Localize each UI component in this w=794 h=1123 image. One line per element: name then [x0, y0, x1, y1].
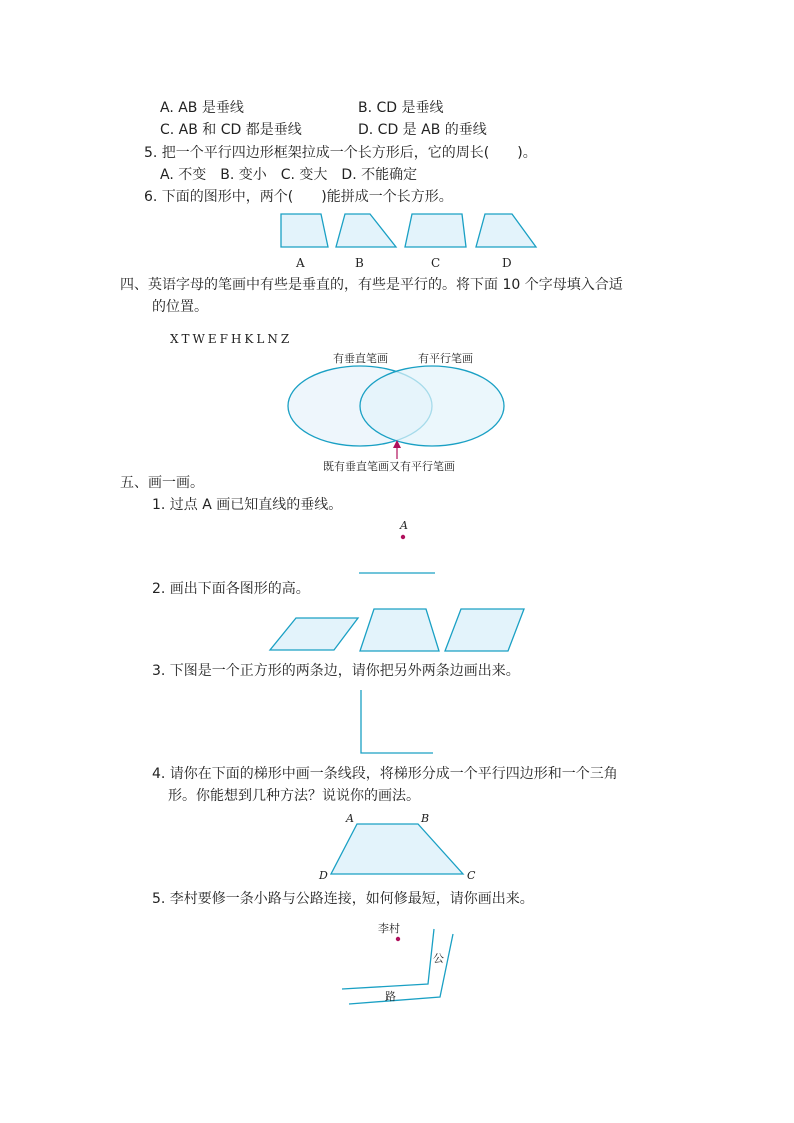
trap-label-d: D [319, 869, 328, 882]
village-point [396, 937, 400, 941]
venn-left-label: 有垂直笔画 [333, 352, 388, 365]
q4-option-a: A. AB 是垂线 [160, 100, 244, 116]
trap-label-a: A [346, 812, 354, 825]
q6-label-b: B [355, 256, 364, 270]
letters: XTWEFHKLNZ [170, 332, 293, 346]
road-edge-inner [342, 929, 434, 989]
venn-both-label: 既有垂直笔画又有平行笔画 [323, 460, 455, 473]
venn-right-label: 有平行笔画 [418, 352, 473, 365]
q4-option-d: D. CD 是 AB 的垂线 [358, 122, 487, 138]
s5-q5-text: 5. 李村要修一条小路与公路连接，如何修最短，请你画出来。 [152, 891, 534, 907]
s5-q1-text: 1. 过点 A 画已知直线的垂线。 [152, 497, 343, 513]
s5-q4-text-cont: 形。你能想到几种方法？说说你的画法。 [168, 788, 420, 804]
s5-q2-text: 2. 画出下面各图形的高。 [152, 581, 310, 597]
q6-label-c: C [431, 256, 441, 270]
q5-text: 5. 把一个平行四边形框架拉成一个长方形后，它的周长( )。 [144, 145, 537, 161]
road-label-2: 路 [385, 990, 396, 1003]
section4-title: 四、英语字母的笔画中有些是垂直的，有些是平行的。将下面 10 个字母填入合适 [120, 277, 623, 293]
section4-title-cont: 的位置。 [152, 299, 208, 315]
q6-text: 6. 下面的图形中，两个( )能拼成一个长方形。 [144, 189, 453, 205]
q4-option-c: C. AB 和 CD 都是垂线 [160, 122, 302, 138]
road-label-1: 公 [433, 952, 444, 965]
q6-label-a: A [296, 256, 305, 270]
trap-label-b: B [421, 812, 430, 825]
trap-label-c: C [467, 869, 476, 882]
village-label: 李村 [378, 922, 400, 935]
q6-label-d: D [502, 256, 512, 270]
road-edge-outer [349, 934, 453, 1004]
q5-options: A. 不变 B. 变小 C. 变大 D. 不能确定 [160, 167, 418, 183]
s5-q3-text: 3. 下图是一个正方形的两条边，请你把另外两条边画出来。 [152, 663, 520, 679]
q4-option-b: B. CD 是垂线 [358, 100, 444, 116]
section5-title: 五、画一画。 [120, 475, 204, 491]
point-a-label: A [400, 519, 408, 532]
s5-q4-text: 4. 请你在下面的梯形中画一条线段，将梯形分成一个平行四边形和一个三角 [152, 766, 618, 782]
